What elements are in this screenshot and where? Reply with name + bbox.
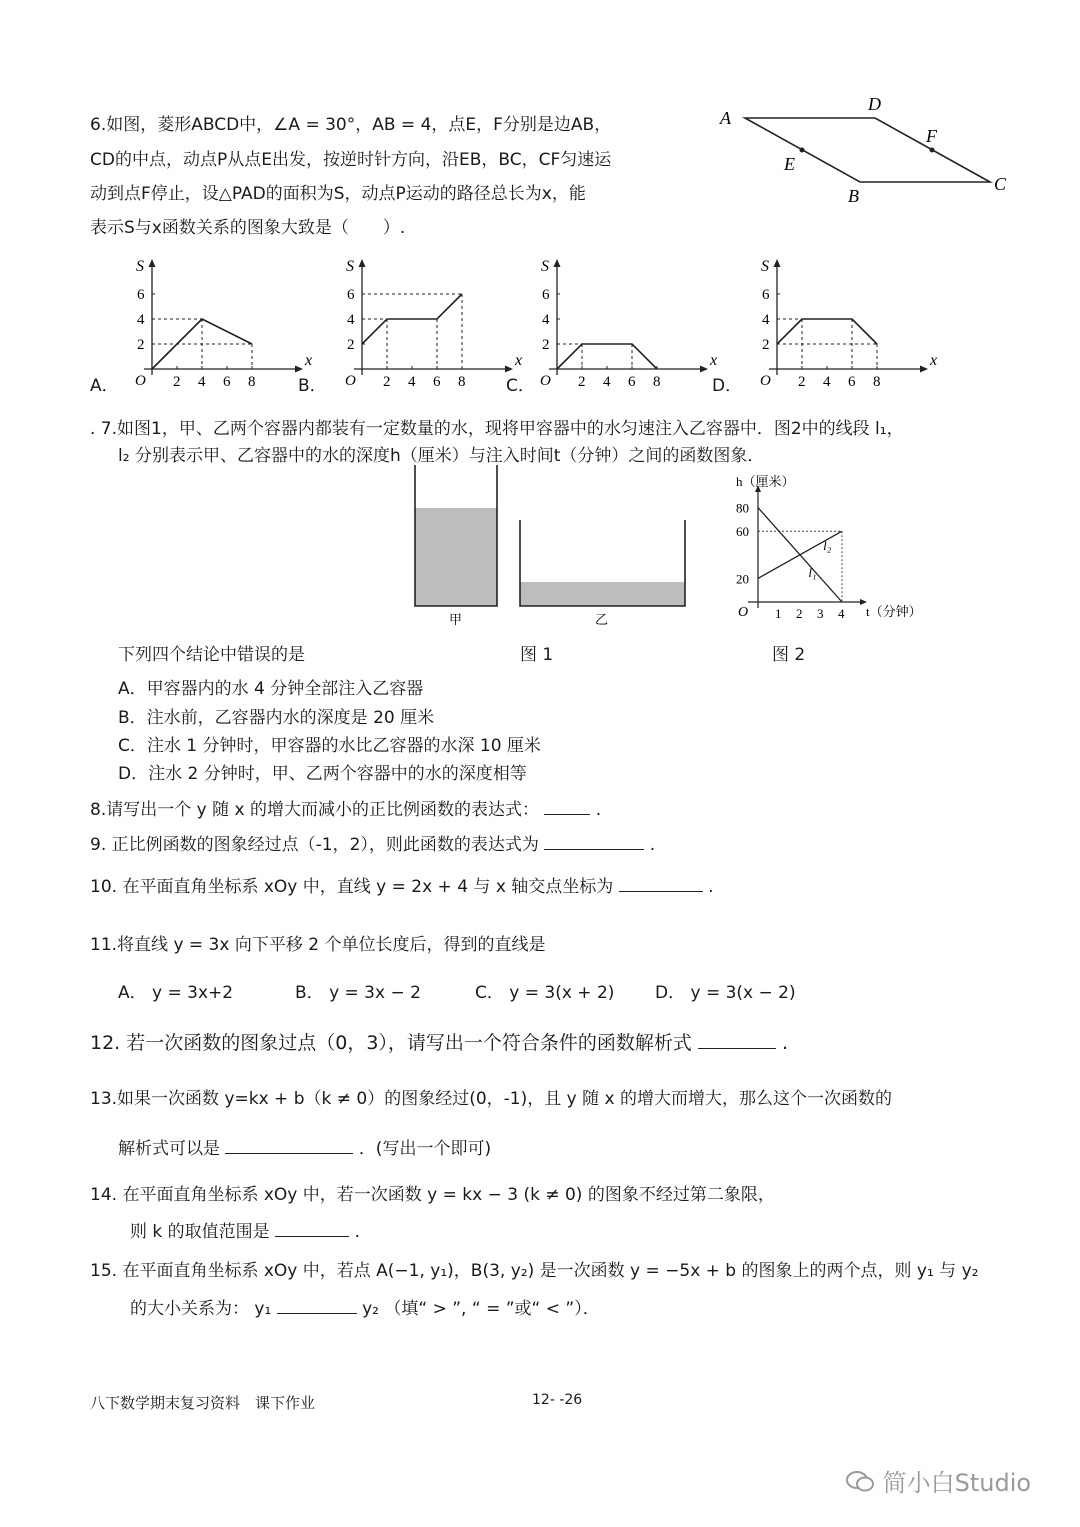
t-tick-label: 4 <box>838 606 845 621</box>
q15-tail: （填“ > ”, “ = ”或“ < ”）． <box>384 1299 600 1319</box>
q9 <box>90 830 655 855</box>
q14-answer-blank[interactable] <box>275 1219 349 1237</box>
q12 <box>90 1028 788 1055</box>
y-tick-label: 2 <box>347 337 355 353</box>
q11-option-d: D． y = 3(x − 2) <box>655 983 796 1003</box>
footer-title: 八下数学期末复习资料 课下作业 <box>90 1394 316 1412</box>
watermark <box>845 1463 1031 1500</box>
q7-graph <box>728 470 928 630</box>
q6-option-graphs <box>90 255 1070 395</box>
q6-graph-d <box>745 255 938 390</box>
x-tick-label: 6 <box>223 374 231 390</box>
line-l2-label: l₂ <box>823 538 832 554</box>
x-tick-label: 6 <box>433 374 441 390</box>
line-l1-label: l₁ <box>808 565 817 581</box>
q15-line-2 <box>130 1294 600 1319</box>
x-tick-label: 8 <box>248 374 256 390</box>
q11-option-c: C． y = 3(x + 2) <box>475 983 615 1003</box>
y-tick-label: 6 <box>762 287 770 303</box>
q14-tail: . <box>354 1222 360 1242</box>
x-axis-label: x <box>305 352 313 369</box>
y-axis-label: S <box>761 258 769 275</box>
x-tick-label: 4 <box>408 374 416 390</box>
q10-answer-blank[interactable] <box>619 874 703 892</box>
x-tick-label: 6 <box>628 374 636 390</box>
q13-line-1: 13.如果一次函数 y=kx + b（k ≠ 0）的图象经过(0，-1)，且 y 随 x 的增大而增大，那么这个一次函数的 <box>90 1089 892 1109</box>
rhombus-label-a: A <box>720 108 731 128</box>
containers-figure <box>405 460 705 635</box>
q15-line-1: 15. 在平面直角坐标系 xOy 中，若点 A(−1, y₁)，B(3, y₂) 是一次函数 y = −5x + b 的图象上的两个点，则 y₁ 与 y₂ <box>90 1261 979 1281</box>
q10 <box>90 872 714 897</box>
t-tick-label: 2 <box>796 606 803 621</box>
function-line <box>777 319 877 344</box>
q6-line-1: 6.如图，菱形ABCD中，∠A = 30°，AB = 4，点E，F分别是边AB， <box>90 115 612 135</box>
q6-option-d-label: D． <box>712 376 743 396</box>
q6-option-a-label: A． <box>90 376 119 396</box>
y-axis-label: S <box>541 258 549 275</box>
watermark-text: 简小白Studio <box>882 1469 1032 1497</box>
q8-tail: . <box>595 800 602 820</box>
q13-line-2-text: 解析式可以是 <box>118 1139 220 1159</box>
x-tick-label: 2 <box>173 374 181 390</box>
y-axis-label: S <box>136 258 144 275</box>
x-tick-label: 4 <box>823 374 831 390</box>
q14-line-2 <box>130 1217 360 1242</box>
q11-option-a: A． y = 3x+2 <box>118 983 234 1003</box>
q7-line-1: . 7.如图1，甲、乙两个容器内都装有一定数量的水，现将甲容器中的水匀速注入乙容器中．图2中的线段 l₁， <box>90 419 904 439</box>
y-axis-arrow <box>554 259 561 267</box>
origin-label: O <box>738 605 749 620</box>
wechat-icon <box>845 1468 875 1500</box>
q11-text: 11.将直线 y = 3x 向下平移 2 个单位长度后，得到的直线是 <box>90 935 546 955</box>
q6-line-4: 表示S与x函数关系的图象大致是（ ）. <box>90 218 406 238</box>
q7-prompt: 下列四个结论中错误的是 <box>118 645 305 665</box>
container-label-jia: 甲 <box>449 612 463 627</box>
y-tick-label: 4 <box>542 312 550 328</box>
q6-graph-b <box>330 255 523 390</box>
h-tick-label: 60 <box>736 524 749 540</box>
rhombus-label-e: E <box>784 154 795 174</box>
x-tick-label: 8 <box>458 374 466 390</box>
x-tick-label: 8 <box>873 374 881 390</box>
q8 <box>90 795 601 820</box>
y-axis-label: S <box>346 258 354 275</box>
q9-answer-blank[interactable] <box>544 832 644 850</box>
x-axis-arrow <box>920 366 928 373</box>
y-tick-label: 4 <box>137 312 145 328</box>
y-axis-arrow <box>359 259 366 267</box>
y-tick-label: 2 <box>137 337 145 353</box>
q8-answer-blank[interactable] <box>544 797 590 815</box>
x-tick-label: 6 <box>848 374 856 390</box>
q13-line-2 <box>118 1134 491 1159</box>
q7-option-d: D．注水 2 分钟时，甲、乙两个容器中的水的深度相等 <box>118 764 527 784</box>
q6-option-c-label: C． <box>506 376 535 396</box>
q12-text: 12. 若一次函数的图象过点（0，3），请写出一个符合条件的函数解析式 <box>90 1032 692 1054</box>
rhombus-label-f: F <box>926 126 937 146</box>
q15-answer-blank[interactable] <box>277 1296 357 1314</box>
q8-text: 8.请写出一个 y 随 x 的增大而减小的正比例函数的表达式： <box>90 800 539 820</box>
x-tick-label: 2 <box>798 374 806 390</box>
fig2-caption: 图 2 <box>772 645 806 665</box>
q14-line-2-text: 则 k 的取值范围是 <box>130 1222 270 1242</box>
h-axis-label: h（厘米） <box>736 474 795 489</box>
h-tick-label: 80 <box>736 500 749 516</box>
x-tick-label: 4 <box>198 374 206 390</box>
q10-tail: . <box>708 877 714 897</box>
q14-line-1: 14. 在平面直角坐标系 xOy 中，若一次函数 y = kx − 3 (k ≠ 0) 的图象不经过第二象限， <box>90 1185 775 1205</box>
q6-graph-c <box>525 255 718 390</box>
x-axis-arrow <box>700 366 708 373</box>
origin-label: O <box>135 373 146 389</box>
x-axis-label: x <box>515 352 523 369</box>
q10-text: 10. 在平面直角坐标系 xOy 中，直线 y = 2x + 4 与 x 轴交点坐标为 <box>90 877 614 897</box>
q7-option-a: A．甲容器内的水 4 分钟全部注入乙容器 <box>118 679 424 699</box>
origin-label: O <box>760 373 771 389</box>
y-tick-label: 4 <box>762 312 770 328</box>
t-tick-label: 1 <box>775 606 782 621</box>
origin-label: O <box>345 373 356 389</box>
footer-page-number: 12- -26 <box>532 1392 583 1408</box>
x-tick-label: 8 <box>653 374 661 390</box>
q15-mid: y₂ <box>362 1299 379 1319</box>
rhombus-label-b: B <box>848 186 859 206</box>
q13-tail: ．(写出一个即可) <box>358 1139 492 1159</box>
q7-option-c: C．注水 1 分钟时，甲容器的水比乙容器的水深 10 厘米 <box>118 736 541 756</box>
q12-answer-blank[interactable] <box>698 1029 776 1049</box>
q6-line-2: CD的中点，动点P从点E出发，按逆时针方向，沿EB，BC，CF匀速运 <box>90 150 612 170</box>
container-label-yi: 乙 <box>595 612 609 627</box>
x-tick-label: 2 <box>578 374 586 390</box>
y-tick-label: 2 <box>542 337 550 353</box>
rhombus-label-c: C <box>994 174 1007 194</box>
q7-option-b: B．注水前，乙容器内水的深度是 20 厘米 <box>118 708 435 728</box>
q11-option-b: B． y = 3x − 2 <box>295 983 421 1003</box>
y-tick-label: 4 <box>347 312 355 328</box>
y-axis-arrow <box>774 259 781 267</box>
q6-graph-a <box>120 255 313 390</box>
y-tick-label: 6 <box>347 287 355 303</box>
q6-option-b-label: B． <box>298 376 327 396</box>
x-tick-label: 2 <box>383 374 391 390</box>
q9-text: 9. 正比例函数的图象经过点（-1，2），则此函数的表达式为 <box>90 835 539 855</box>
x-axis-label: x <box>930 352 938 369</box>
q7-line-2: l₂ 分别表示甲、乙容器中的水的深度h（厘米）与注入时间t（分钟）之间的函数图象． <box>118 446 765 466</box>
rhombus-figure <box>710 90 1040 210</box>
t-axis-label: t（分钟） <box>866 604 922 619</box>
y-axis-arrow <box>149 259 156 267</box>
rhombus-label-d: D <box>868 94 881 114</box>
q13-answer-blank[interactable] <box>225 1136 353 1154</box>
function-line <box>557 344 657 369</box>
q15-line-2-text: 的大小关系为： y₁ <box>130 1299 272 1319</box>
q6-line-3: 动到点F停止，设△PAD的面积为S，动点P运动的路径总长为x，能 <box>90 184 586 204</box>
t-tick-label: 3 <box>817 606 824 621</box>
fig1-caption: 图 1 <box>520 645 554 665</box>
y-tick-label: 6 <box>542 287 550 303</box>
h-tick-label: 20 <box>736 571 749 587</box>
y-tick-label: 2 <box>762 337 770 353</box>
q9-tail: . <box>649 835 656 855</box>
origin-label: O <box>540 373 551 389</box>
x-axis-label: x <box>710 352 718 369</box>
q12-tail: . <box>782 1032 789 1054</box>
y-tick-label: 6 <box>137 287 145 303</box>
x-tick-label: 4 <box>603 374 611 390</box>
